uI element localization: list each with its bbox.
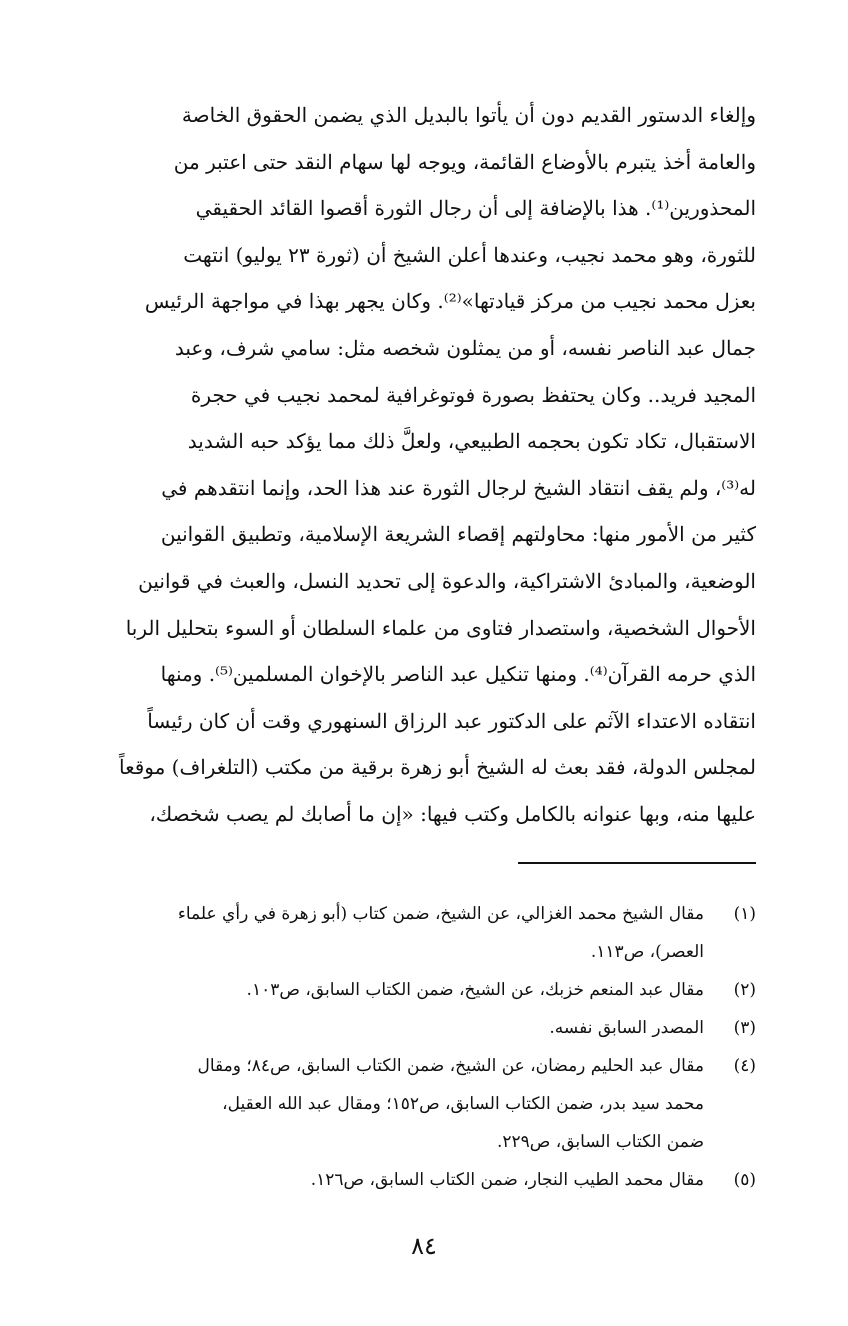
footnote-text <box>66 1047 704 1161</box>
footnote-line: المصدر السابق نفسه. <box>549 1018 704 1038</box>
body-text <box>66 92 756 838</box>
body-line: المحذورين⁽¹⁾. هذا بالإضافة إلى أن رجال الثورة أقصوا القائد الحقيقي <box>195 196 756 221</box>
page-number: ٨٤ <box>411 1232 437 1260</box>
footnote-text <box>66 971 704 1009</box>
footnote-line: العصر)، ص١١٣. <box>590 942 704 962</box>
body-line: للثورة، وهو محمد نجيب، وعندها أعلن الشيخ أن (ثورة ٢٣ يوليو) انتهت <box>183 242 756 267</box>
body-line: لمجلس الدولة، فقد بعث له الشيخ أبو زهرة برقية من مكتب (التلغراف) موقعاً <box>118 755 756 780</box>
footnote-text <box>66 1161 704 1199</box>
footnote-separator <box>518 862 756 864</box>
body-line: الذي حرمه القرآن⁽⁴⁾. ومنها تنكيل عبد الناصر بالإخوان المسلمين⁽⁵⁾. ومنها <box>160 662 756 687</box>
footnote-number: (٤) <box>733 1056 756 1076</box>
footnote-number: (٣) <box>733 1018 756 1038</box>
footnote-3 <box>66 1009 756 1047</box>
body-line: الأحوال الشخصية، واستصدار فتاوى من علماء السلطان أو السوء بتحليل الربا <box>125 615 756 640</box>
body-line: انتقاده الاعتداء الآثم على الدكتور عبد الرزاق السنهوري وقت أن كان رئيساً <box>147 708 756 733</box>
footnote-text <box>66 1009 704 1047</box>
body-line: بعزل محمد نجيب من مركز قيادتها»⁽²⁾. وكان يجهر بهذا في مواجهة الرئيس <box>144 289 756 314</box>
footnote-number: (٥) <box>733 1170 756 1190</box>
body-line: جمال عبد الناصر نفسه، أو من يمثلون شخصه مثل: سامي شرف، وعبد <box>174 335 756 360</box>
footnote-4 <box>66 1047 756 1161</box>
body-line: له⁽³⁾، ولم يقف انتقاد الشيخ لرجال الثورة عند هذا الحد، وإنما انتقدهم في <box>161 475 756 500</box>
footnote-line: مقال الشيخ محمد الغزالي، عن الشيخ، ضمن كتاب (أبو زهرة في رأي علماء <box>177 904 704 924</box>
body-line: كثير من الأمور منها: محاولتهم إقصاء الشريعة الإسلامية، وتطبيق القوانين <box>160 522 756 547</box>
body-line: وإلغاء الدستور القديم دون أن يأتوا بالبديل الذي يضمن الحقوق الخاصة <box>181 103 756 127</box>
body-line: الاستقبال، تكاد تكون بحجمه الطبيعي، ولعلَّ ذلك مما يؤكد حبه الشديد <box>187 429 756 454</box>
footnote-line: ضمن الكتاب السابق، ص٢٢٩. <box>496 1132 704 1152</box>
body-line: الوضعية، والمبادئ الاشتراكية، والدعوة إلى تحديد النسل، والعبث في قوانين <box>138 568 756 593</box>
footnotes <box>66 895 756 1199</box>
footnote-line: مقال محمد الطيب النجار، ضمن الكتاب السابق، ص١٢٦. <box>310 1170 704 1190</box>
footnote-line: مقال عبد الحليم رمضان، عن الشيخ، ضمن الكتاب السابق، ص٨٤؛ ومقال <box>197 1056 704 1076</box>
body-line: عليها منه، وبها عنوانه بالكامل وكتب فيها: «إن ما أصابك لم يصب شخصك، <box>149 801 756 826</box>
footnote-text <box>66 895 704 971</box>
body-line: المجيد فريد.. وكان يحتفظ بصورة فوتوغرافية لمحمد نجيب في حجرة <box>190 382 756 407</box>
footnote-line: محمد سيد بدر، ضمن الكتاب السابق، ص١٥٢؛ ومقال عبد الله العقيل، <box>222 1094 704 1114</box>
footnote-number: (٢) <box>733 980 756 1000</box>
footnote-2 <box>66 971 756 1009</box>
footnote-line: مقال عبد المنعم خزبك، عن الشيخ، ضمن الكتاب السابق، ص١٠٣. <box>246 980 704 1000</box>
footnote-1 <box>66 895 756 971</box>
body-line: والعامة أخذ يتبرم بالأوضاع القائمة، ويوجه لها سهام النقد حتى اعتبر من <box>173 149 756 174</box>
footnote-number: (١) <box>733 904 756 924</box>
footnote-5 <box>66 1161 756 1199</box>
